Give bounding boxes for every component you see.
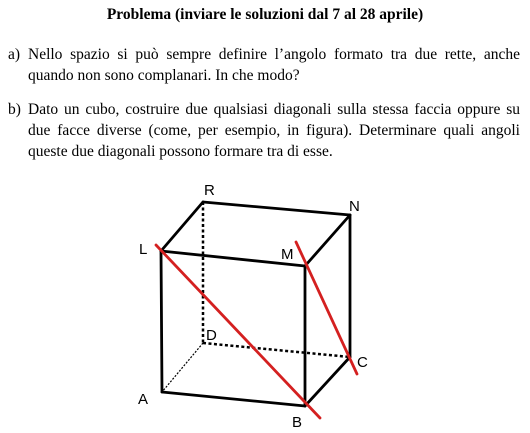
edge-CB: [305, 357, 350, 406]
problem-title: Problema (inviare le soluzioni dal 7 al 28 aprile): [106, 6, 424, 23]
edge-DC: [203, 343, 350, 357]
question-a-text: Nello spazio si può sempre definire l’angolo formato tra due rette, anche quando non sono complanari. In che modo?: [28, 46, 520, 84]
vertex-label-L: L: [139, 241, 148, 258]
edge-LA: [161, 251, 162, 392]
edge-DA: [162, 343, 203, 392]
edge-RN: [203, 202, 350, 215]
question-b-text: Dato un cubo, costruire due qualsiasi diagonali sulla stessa faccia oppure su due facce diverse (come, per esempio, in figura). Determinare quali angoli queste due diagonali possono formare tra di esse.: [28, 101, 520, 160]
visible-edges: [161, 202, 350, 406]
vertex-label-C: C: [357, 354, 368, 371]
edge-NM: [305, 215, 350, 266]
question-b-label: b): [8, 101, 21, 118]
diagonal-LB: [156, 245, 320, 418]
edge-AB: [162, 392, 305, 406]
hidden-edges: [203, 202, 350, 357]
edge-RL: [161, 202, 203, 251]
question-a-label: a): [8, 46, 21, 63]
diagonals: [156, 242, 357, 418]
vertex-label-M: M: [281, 246, 294, 263]
vertex-label-A: A: [138, 391, 149, 408]
vertex-label-N: N: [349, 198, 360, 215]
vertex-label-B: B: [292, 414, 303, 431]
vertex-label-D: D: [206, 327, 217, 344]
vertex-label-R: R: [204, 182, 215, 199]
